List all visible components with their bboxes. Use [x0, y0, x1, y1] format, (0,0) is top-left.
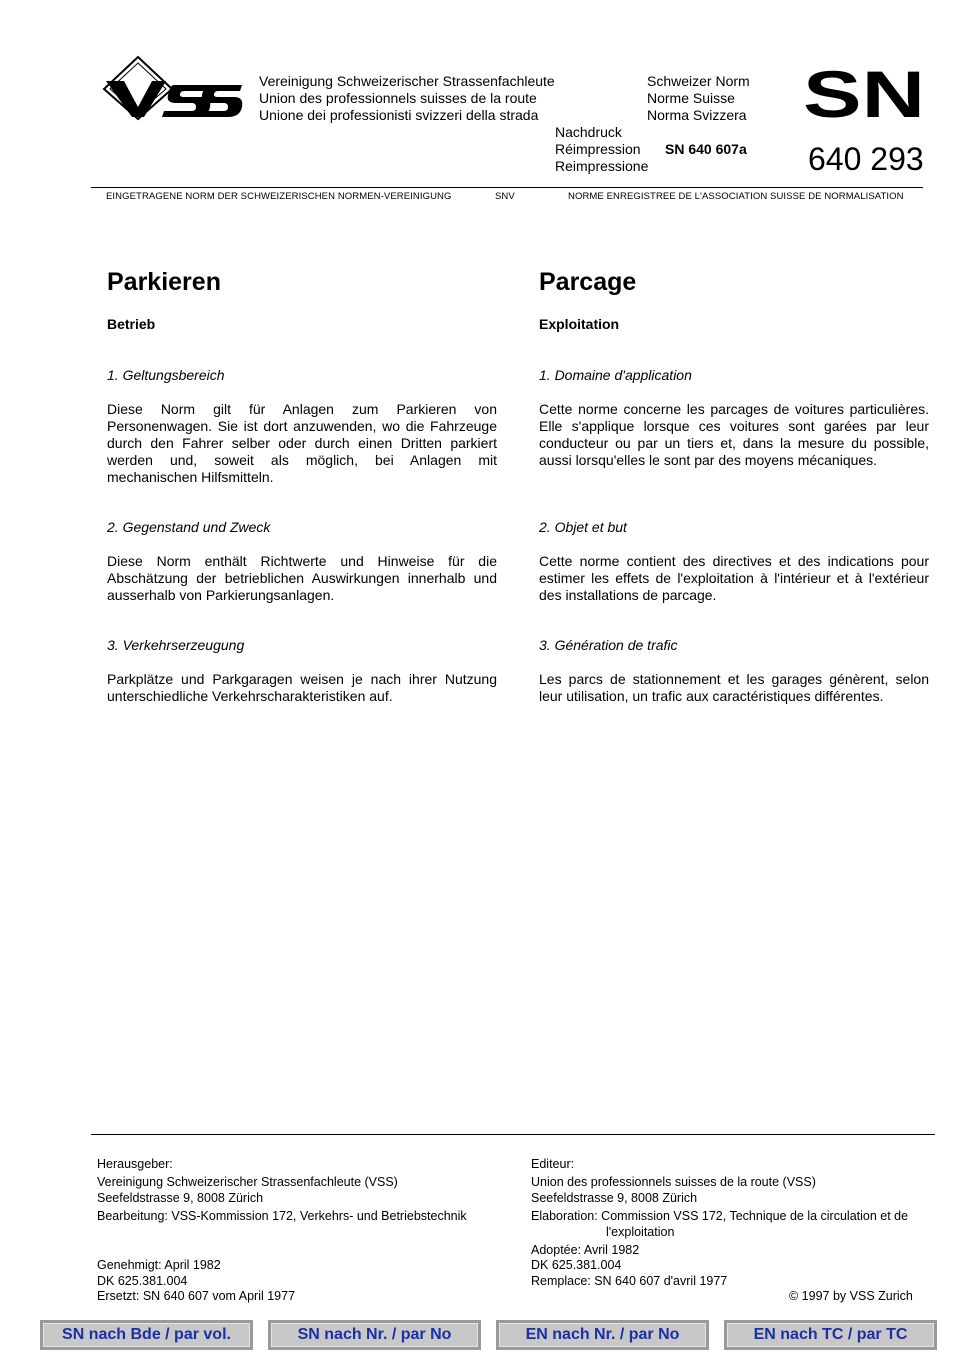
footer-publisher-label-fr: Editeur:	[531, 1157, 575, 1171]
norm-labels	[647, 73, 750, 124]
nav-en-by-number-label: EN nach Nr. / par No	[525, 1326, 680, 1343]
nav-en-by-tc-button[interactable]	[724, 1320, 937, 1350]
footer-address-de: Seefeldstrasse 9, 8008 Zürich	[97, 1191, 264, 1205]
footer-publisher-name-de: Vereinigung Schweizerischer Strassenfachleute (VSS)	[97, 1175, 398, 1189]
nav-sn-by-number-button[interactable]	[268, 1320, 481, 1350]
section3-title-fr: 3. Génération de trafic	[539, 637, 678, 653]
section2-text-fr: Cette norme contient des directives et des indications pour estimer les effets de l'exploitation à l'intérieur et à l'extérieur des installations de parcage.	[539, 553, 929, 603]
title-fr: Parcage	[539, 268, 637, 296]
org-line-de: Vereinigung Schweizerischer Strassenfachleute	[259, 73, 555, 89]
vss-logo	[102, 55, 244, 121]
header-divider	[91, 187, 923, 188]
reprint-ref: SN 640 607a	[665, 141, 747, 157]
registered-de: EINGETRAGENE NORM DER SCHWEIZERISCHEN NORMEN-VEREINIGUNG	[106, 191, 452, 202]
subtitle-fr: Exploitation	[539, 316, 620, 332]
sn-logo	[802, 68, 926, 120]
norm-label-fr: Norme Suisse	[647, 90, 735, 106]
footer-edit-fr: Elaboration: Commission VSS 172, Technique de la circulation et de	[531, 1209, 909, 1223]
nav-sn-by-volume-button[interactable]	[40, 1320, 253, 1350]
reprint-label-it: Reimpressione	[555, 158, 649, 174]
footer-divider	[91, 1134, 935, 1135]
sn-logo-text: SN	[803, 68, 925, 120]
norm-label-de: Schweizer Norm	[647, 73, 750, 89]
reprint-label-fr: Réimpression	[555, 141, 641, 157]
org-line-it: Unione dei professionisti svizzeri della strada	[259, 107, 539, 123]
footer-replaces-fr: Remplace: SN 640 607 d'avril 1977	[531, 1274, 728, 1288]
footer-address-fr: Seefeldstrasse 9, 8008 Zürich	[531, 1191, 698, 1205]
subtitle-de: Betrieb	[107, 316, 156, 332]
nav-en-by-number-button[interactable]	[496, 1320, 709, 1350]
footer-edit-fr-cont: l'exploitation	[606, 1225, 675, 1239]
footer-dk-de: DK 625.381.004	[97, 1274, 188, 1288]
section2-title-fr: 2. Objet et but	[539, 519, 627, 535]
section3-title-de: 3. Verkehrserzeugung	[107, 637, 245, 653]
footer-publisher-name-fr: Union des professionnels suisses de la route (VSS)	[531, 1175, 816, 1189]
footer-adopted-fr: Adoptée: Avril 1982	[531, 1243, 640, 1257]
registered-fr: NORME ENREGISTREE DE L'ASSOCIATION SUISSE DE NORMALISATION	[568, 191, 904, 202]
copyright: © 1997 by VSS Zurich	[789, 1289, 913, 1303]
footer-replaces-de: Ersetzt: SN 640 607 vom April 1977	[97, 1289, 296, 1303]
footer-edit-de: Bearbeitung: VSS-Kommission 172, Verkehrs- und Betriebstechnik	[97, 1209, 467, 1223]
section2-title-de: 2. Gegenstand und Zweck	[107, 519, 271, 535]
footer-dk-fr: DK 625.381.004	[531, 1258, 622, 1272]
reprint-label-de: Nachdruck	[555, 124, 622, 140]
section1-title-fr: 1. Domaine d'application	[539, 367, 692, 383]
nav-sn-by-volume-label: SN nach Bde / par vol.	[62, 1326, 231, 1343]
section1-title-de: 1. Geltungsbereich	[107, 367, 225, 383]
section3-text-fr: Les parcs de stationnement et les garages génèrent, selon leur utilisation, un trafic aux caractéristiques différentes.	[539, 671, 929, 704]
norm-number: 640 293	[808, 141, 924, 177]
nav-sn-by-number-label: SN nach Nr. / par No	[297, 1326, 452, 1343]
org-names	[259, 73, 555, 124]
section3-text-de: Parkplätze und Parkgaragen weisen je nach ihrer Nutzung unterschiedliche Verkehrscharakteristiken auf.	[107, 671, 497, 704]
org-line-fr: Union des professionnels suisses de la route	[259, 90, 537, 106]
title-de: Parkieren	[107, 268, 221, 296]
footer-publisher-label-de: Herausgeber:	[97, 1157, 173, 1171]
section2-text-de: Diese Norm enthält Richtwerte und Hinweise für die Abschätzung der betrieblichen Auswirkungen innerhalb und ausserhalb von Parkierungsanlagen.	[107, 553, 497, 603]
nav-en-by-tc-label: EN nach TC / par TC	[753, 1326, 908, 1343]
footer-approved-de: Genehmigt: April 1982	[97, 1258, 221, 1272]
norm-label-it: Norma Svizzera	[647, 107, 747, 123]
snv-label: SNV	[495, 191, 515, 202]
section1-text-de: Diese Norm gilt für Anlagen zum Parkieren von Personenwagen. Sie ist dort anzuwenden, wo die Fahrzeuge durch den Fahrer selber oder durch einen Dritten parkiert werden und, soweit als möglich, bei Anlagen mit mechanischen Hilfsmitteln.	[107, 401, 497, 485]
reprint-labels	[555, 124, 648, 175]
section1-text-fr: Cette norme concerne les parcages de voitures particulières. Elle s'applique lorsque ces voitures sont garées par leur conducteur ou par un tiers et, dans la mesure du possible, aussi lorsqu'elles le sont par des moyens mécaniques.	[539, 401, 929, 468]
